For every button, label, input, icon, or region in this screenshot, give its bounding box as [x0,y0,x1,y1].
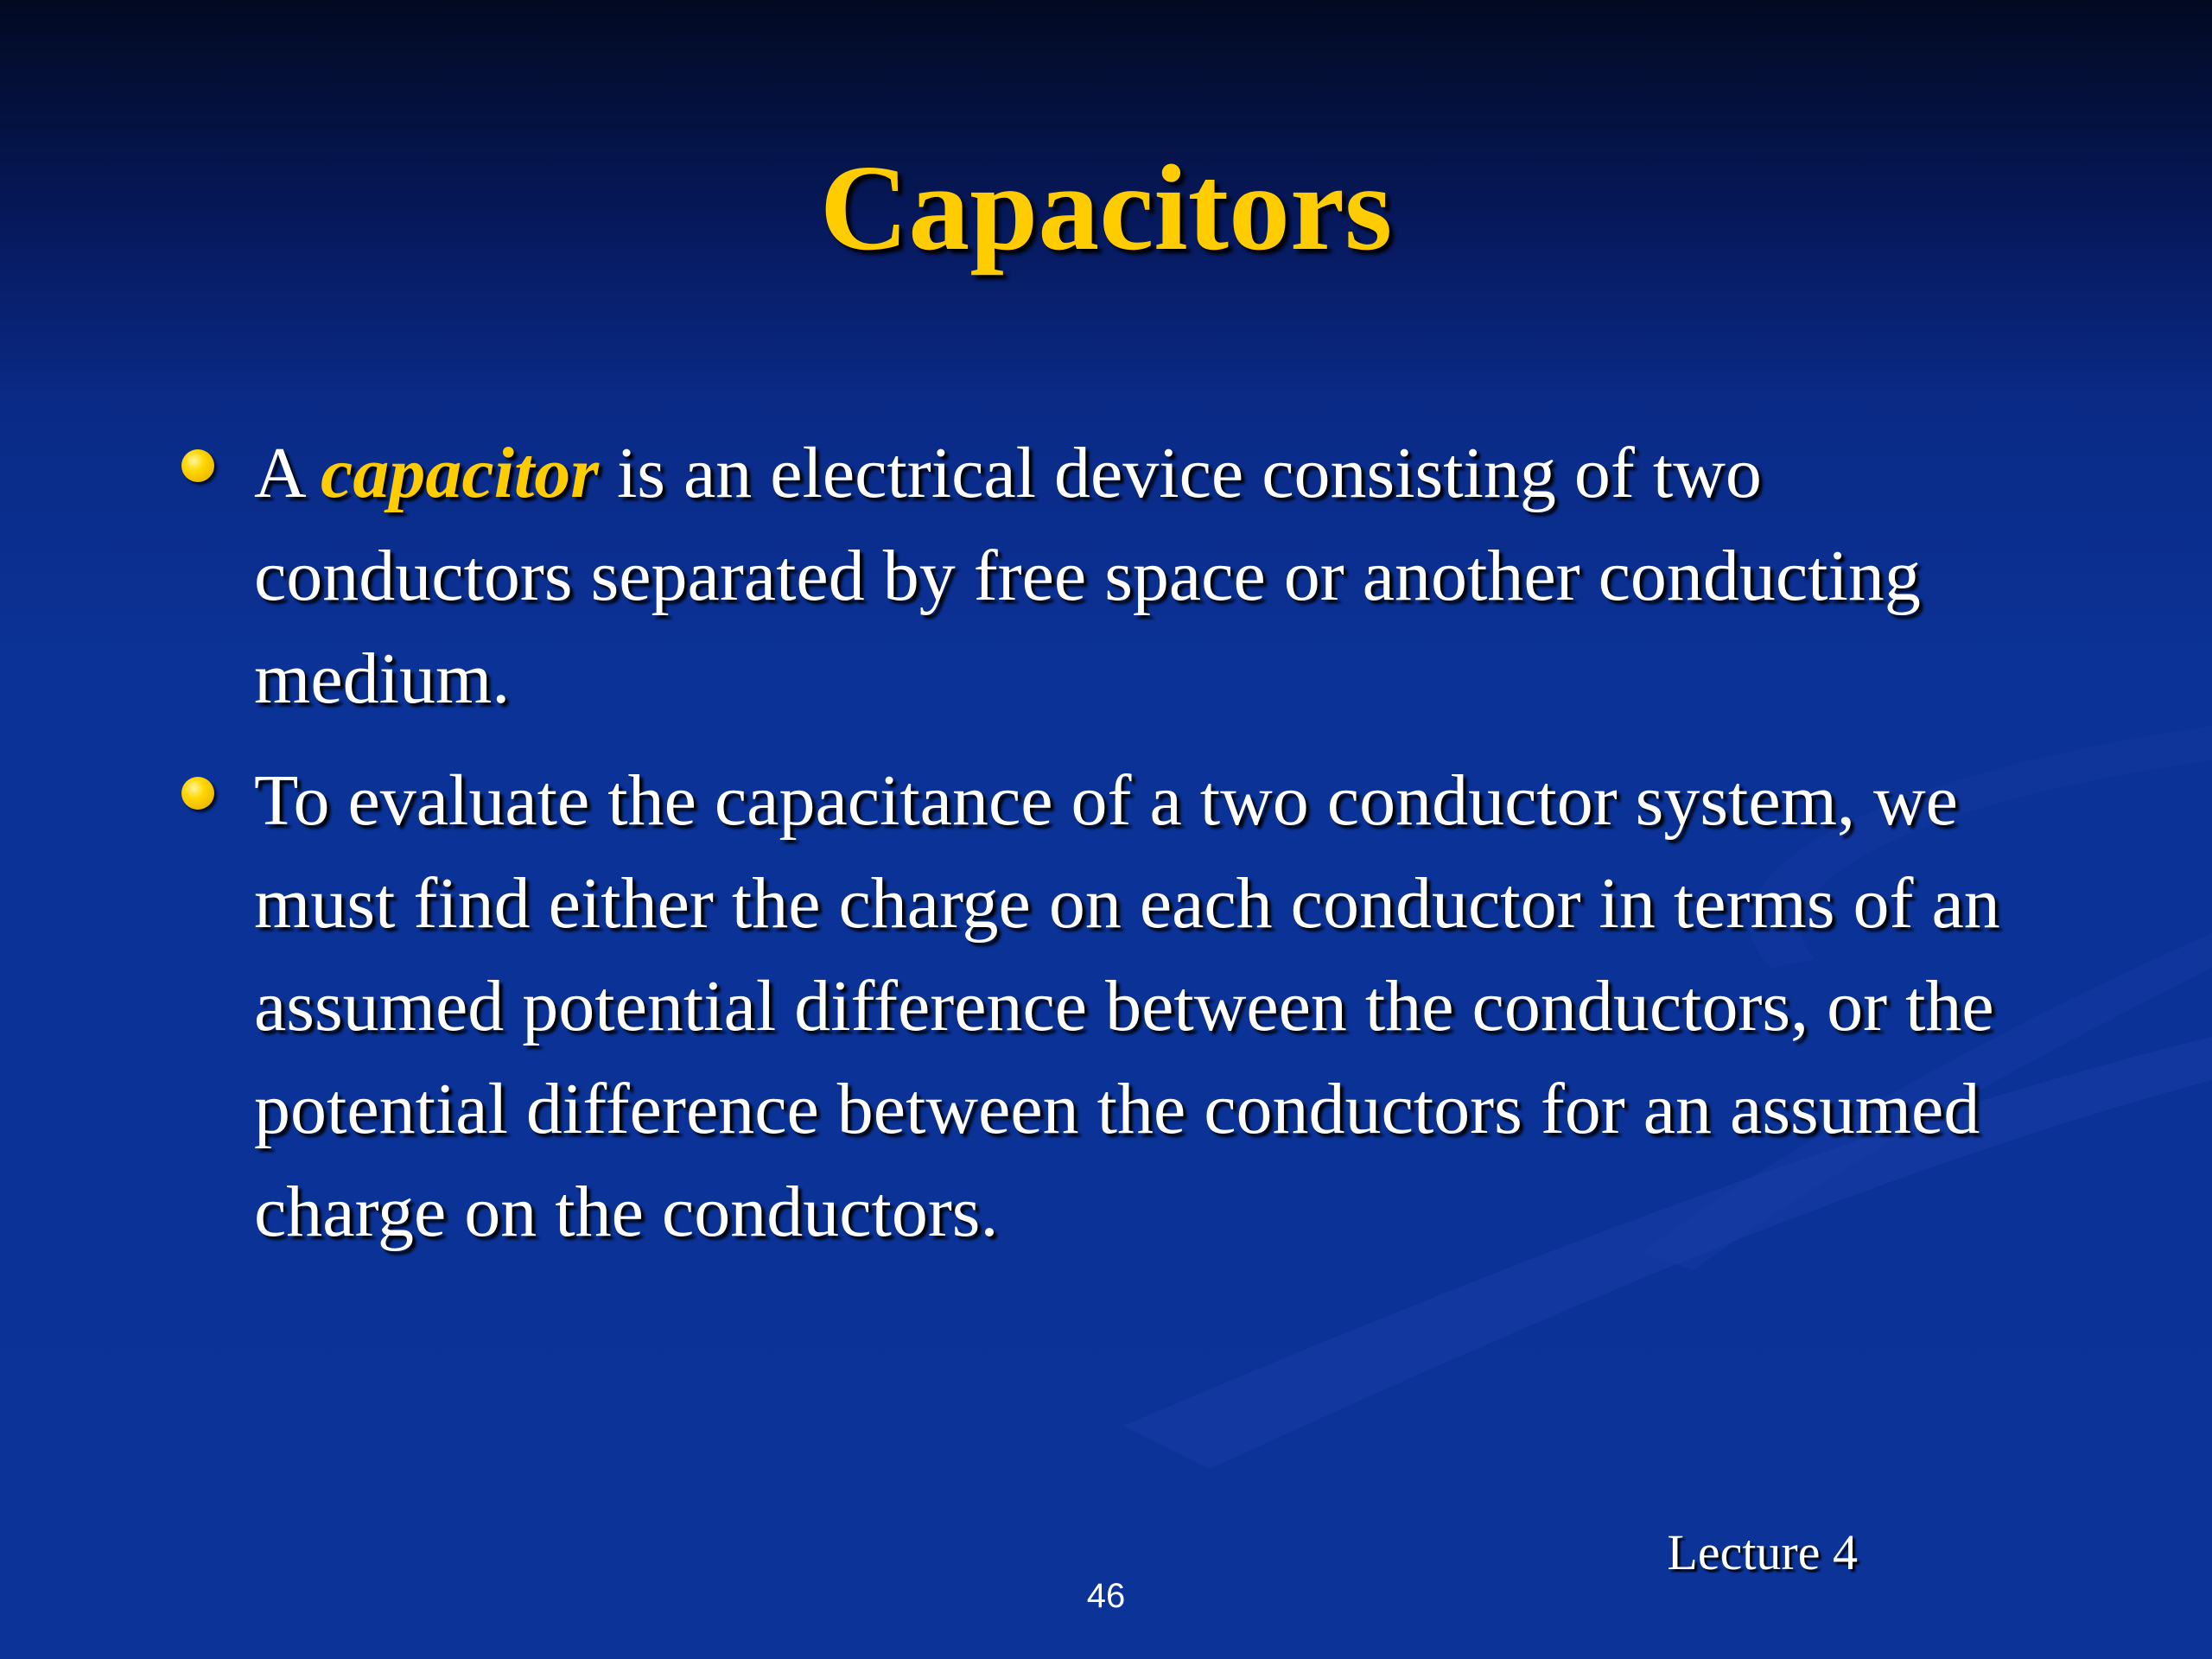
bullet-prefix: A [254,433,321,513]
footer-lecture-label: Lecture 4 [1667,1524,1858,1580]
bullet-item-evaluate-capacitance [173,749,2039,1263]
slide-title: Capacitors [819,139,1393,276]
term-capacitor: capacitor [321,433,599,513]
bullet-text: To evaluate the capacitance of a two conductor system, we must find either the charge on each conductor in terms of an assumed potential difference between the conductors, or the potential difference between the conductors for an assumed charge on the conductors. [254,760,2000,1252]
bullet-text: is an electrical device consisting of two conductors separated by free space or another conducting medium. [254,433,1921,719]
bullet-list [173,422,2039,1282]
bullet-item-capacitor-definition [173,422,2039,730]
bullet-dot-icon [181,449,214,482]
bullet-dot-icon [181,777,214,810]
page-number: 46 [1086,1577,1126,1615]
